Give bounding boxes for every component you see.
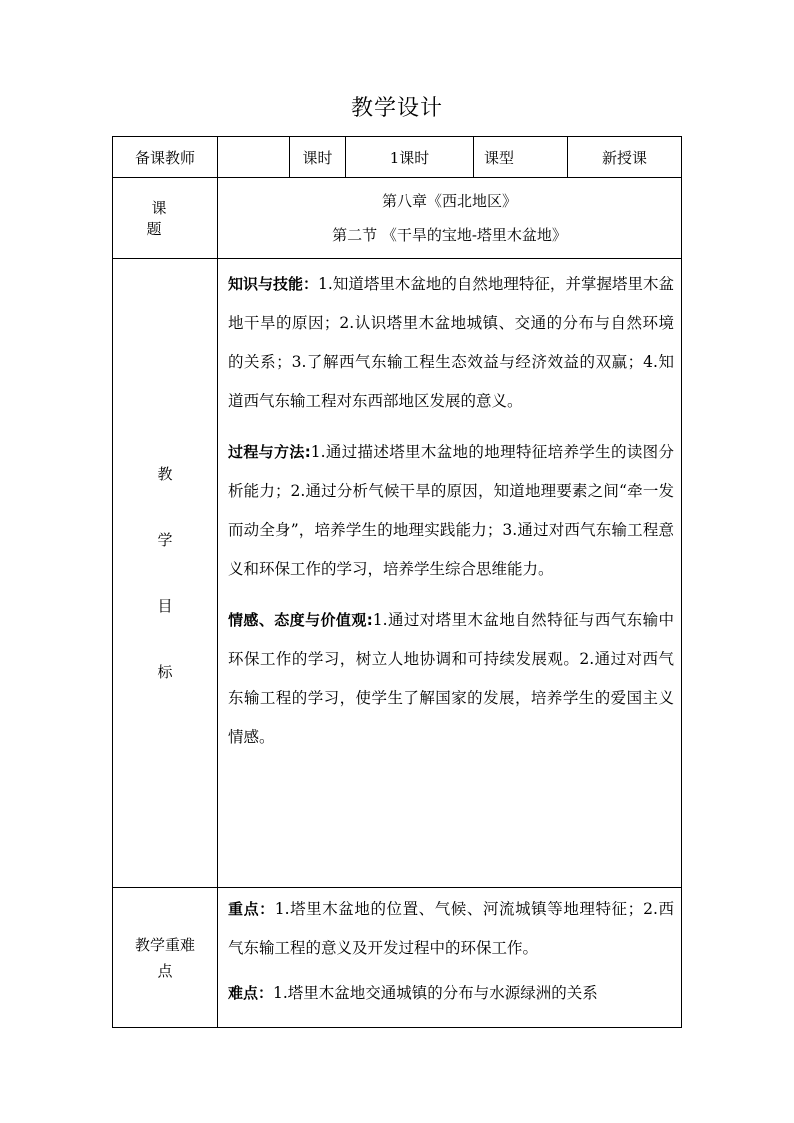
chapter-title: 第八章《西北地区》: [381, 192, 517, 210]
emotion-heading: 情感、态度与价值观:: [228, 611, 373, 629]
teacher-value: [218, 137, 290, 178]
objectives-label-char: 标: [157, 663, 173, 681]
knowledge-text: 1.知道塔里木盆地的自然地理特征，并掌握塔里木盆地干旱的原因；2.认识塔里木盆地城镇、交通的分布与自然环境的关系；3.了解西气东输工程生态效益与经济效益的双赢；4.知道西气东输工程对东西部地区发展的意义。: [228, 275, 674, 410]
objectives-content: [218, 259, 682, 888]
difficult-text: 1.塔里木盆地交通城镇的分布与水源绿洲的关系: [273, 984, 598, 1002]
objectives-label-char: 目: [157, 597, 173, 615]
document-title: 教学设计: [350, 96, 443, 121]
key-heading: 重点：: [228, 900, 275, 918]
topic-label-text: 课 题: [146, 199, 189, 238]
topic-row: [113, 178, 682, 259]
key-points-label-line1: 教学重难: [134, 935, 195, 954]
key-point: [228, 890, 674, 968]
knowledge-heading: 知识与技能：: [228, 275, 319, 293]
difficult-point: [228, 974, 674, 1013]
objectives-label: [113, 259, 218, 888]
section-title: 第二节 《干旱的宝地-塔里木盆地》: [332, 226, 567, 244]
type-label: 课型: [474, 137, 568, 178]
objectives-row: [113, 259, 682, 888]
key-points-label-line2: 点: [157, 961, 173, 980]
teacher-label: 备课教师: [113, 137, 218, 178]
topic-label: [113, 178, 218, 259]
objectives-label-char: 教: [157, 465, 173, 483]
topic-content: [218, 178, 682, 259]
type-value: 新授课: [568, 137, 682, 178]
knowledge-objective: [228, 265, 674, 421]
key-points-content: [218, 888, 682, 1028]
header-row: [113, 137, 682, 178]
key-points-label: [113, 888, 218, 1028]
process-text: 1.通过描述塔里木盆地的地理特征培养学生的读图分析能力；2.通过分析气候干旱的原因，知道地理要素之间“牵一发而动全身”，培养学生的地理实践能力；3.通过对西气东输工程意义和环保工作的学习，培养学生综合思维能力。: [228, 443, 675, 578]
lesson-plan-table: [112, 136, 682, 1028]
objectives-label-char: 学: [157, 531, 173, 549]
process-heading: 过程与方法:: [228, 443, 311, 461]
emotion-text: 1.通过对塔里木盆地自然特征与西气东输中环保工作的学习，树立人地协调和可持续发展观。2.通过对西气东输工程的学习，使学生了解国家的发展，培养学生的爱国主义情感。: [228, 611, 674, 746]
emotion-objective: [228, 601, 674, 757]
key-points-row: [113, 888, 682, 1028]
period-value: 1课时: [346, 137, 474, 178]
process-objective: [228, 433, 674, 589]
key-text: 1.塔里木盆地的位置、气候、河流城镇等地理特征；2.西气东输工程的意义及开发过程中的环保工作。: [228, 900, 674, 957]
difficult-heading: 难点：: [228, 984, 274, 1002]
period-label: 课时: [290, 137, 346, 178]
